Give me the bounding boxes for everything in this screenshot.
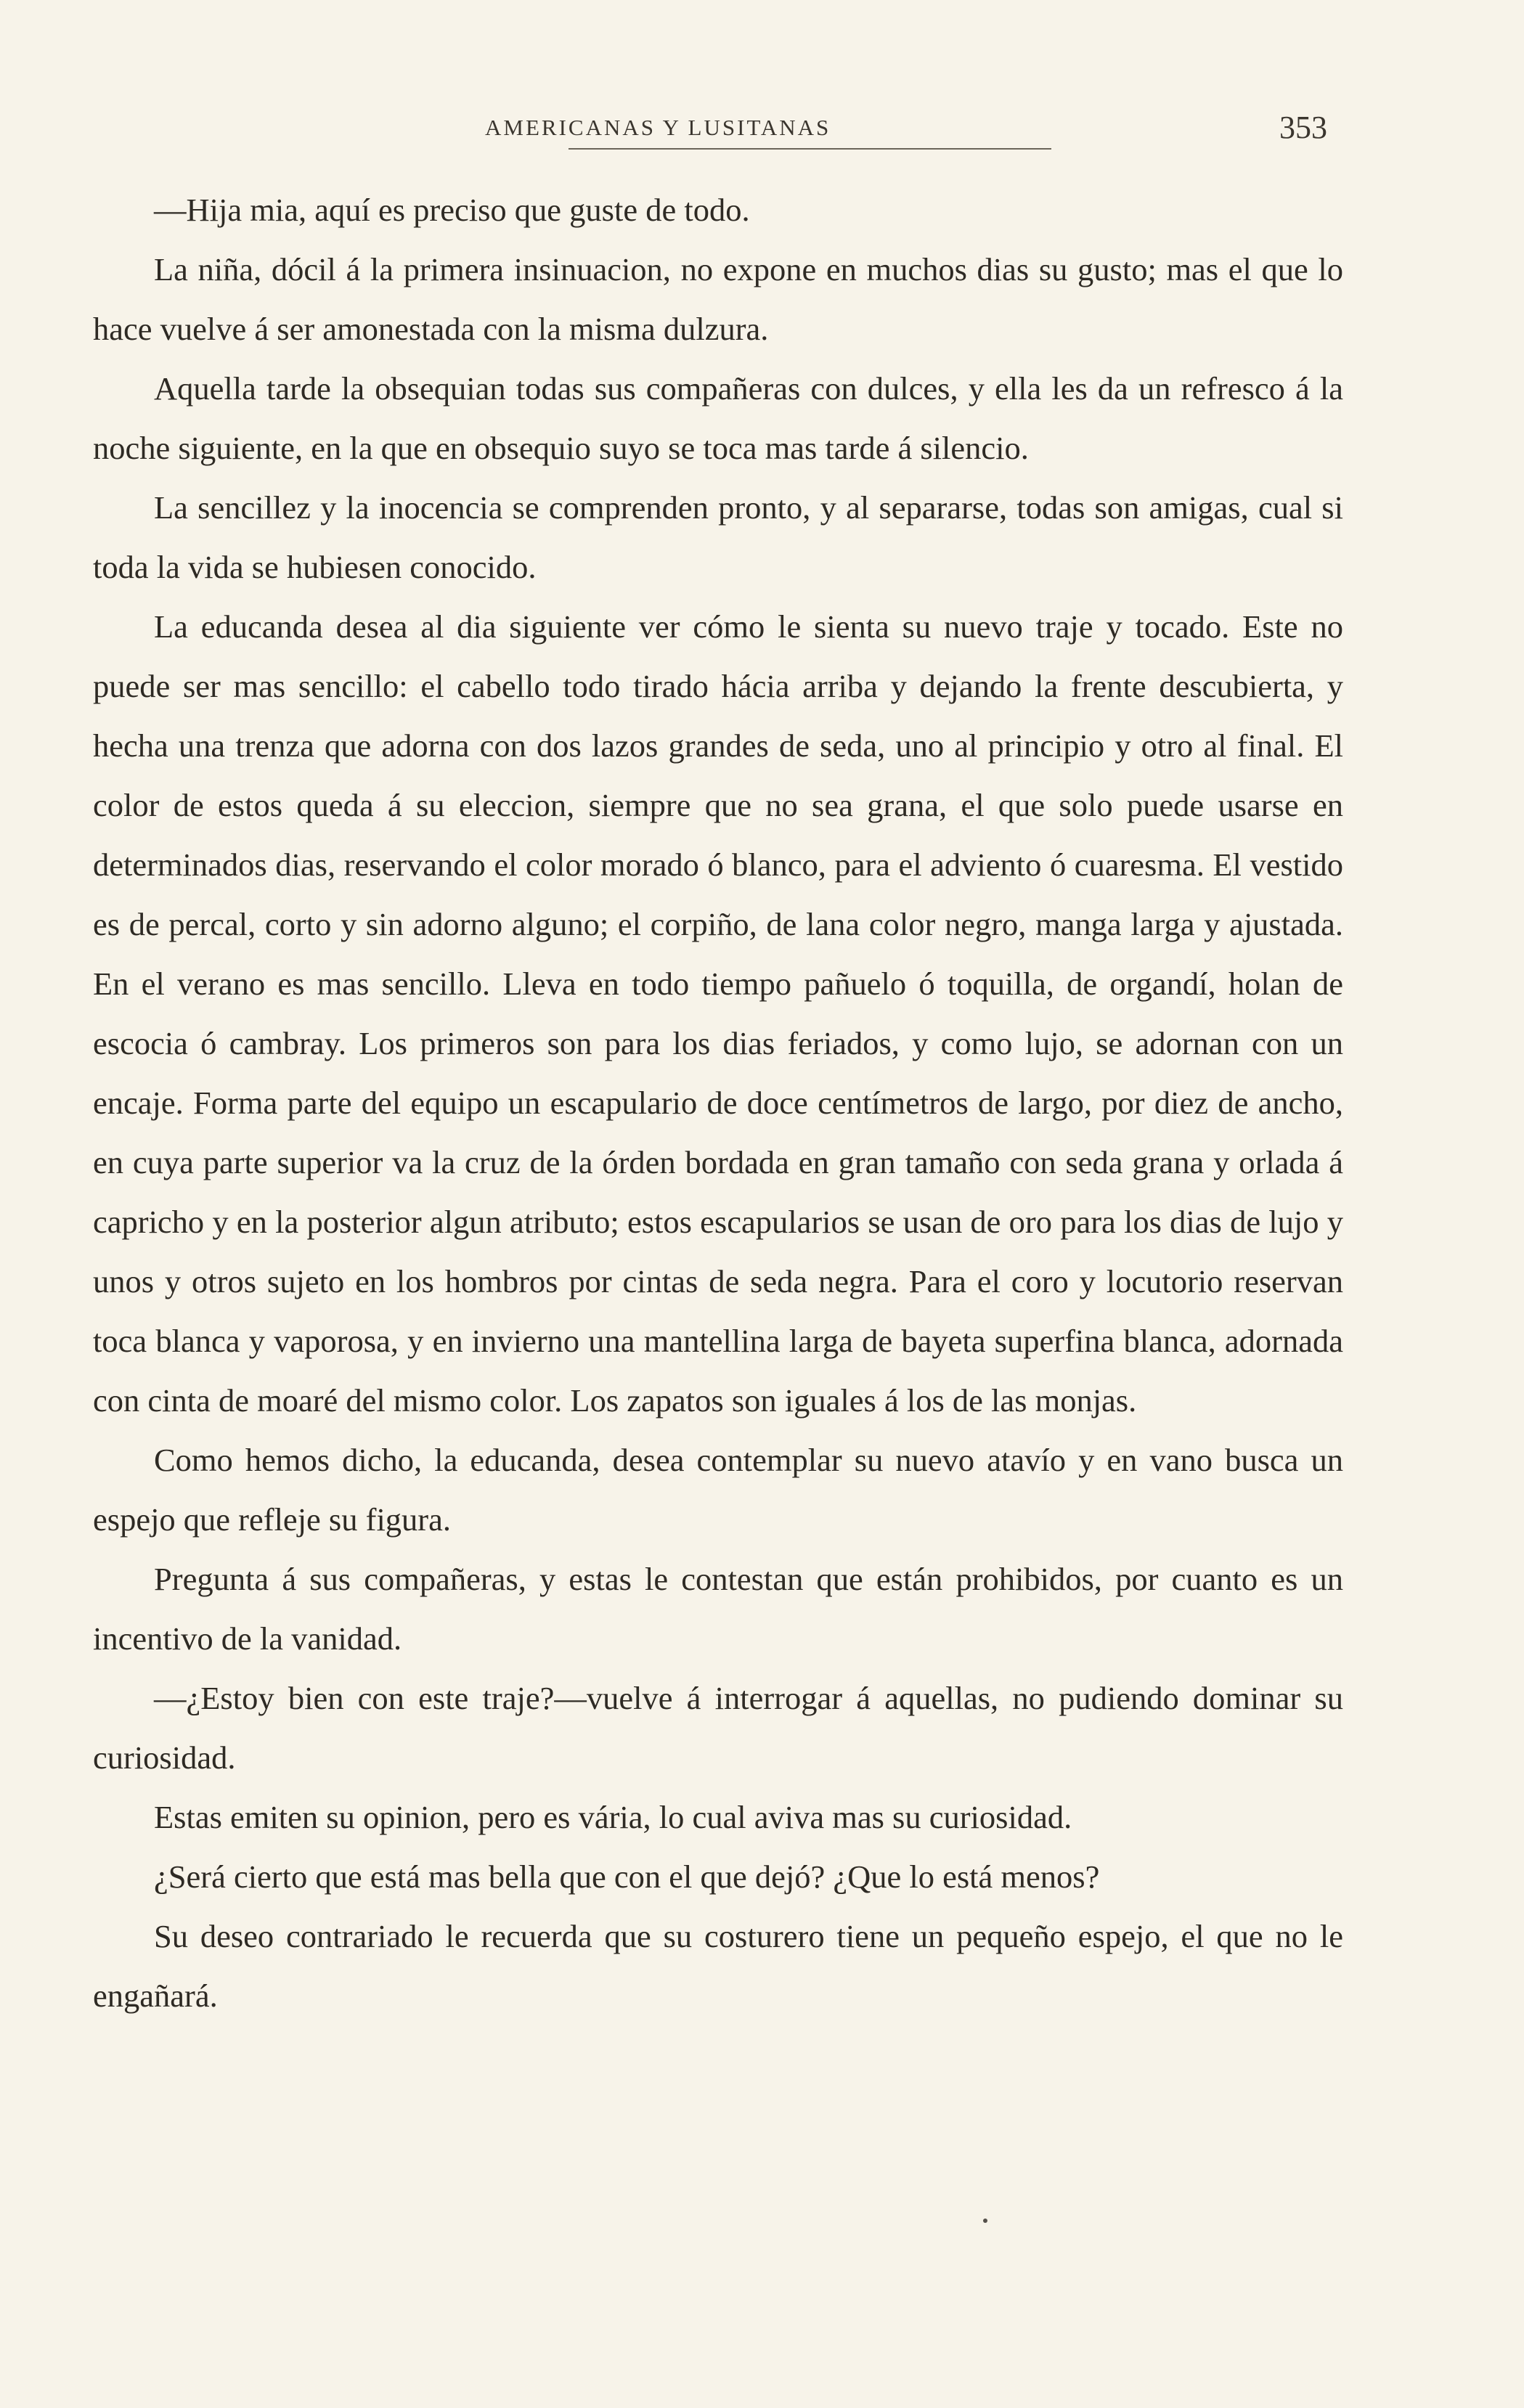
paragraph: —¿Estoy bien con este traje?—vuelve á interrogar á aquellas, no pudiendo dominar su curiosidad. [93, 1680, 1343, 1776]
paragraph: La sencillez y la inocencia se comprenden pronto, y al separarse, todas son amigas, cual si toda la vida se hubiesen conocido. [93, 489, 1343, 585]
header-rule [569, 148, 1051, 150]
paragraph: Estas emiten su opinion, pero es vária, lo cual aviva mas su curiosidad. [154, 1799, 1072, 1835]
body-text [93, 180, 1343, 2025]
paragraph: —Hija mia, aquí es preciso que guste de todo. [154, 192, 750, 228]
paragraph: Aquella tarde la obsequian todas sus compañeras con dulces, y ella les da un refresco á la noche siguiente, en la que en obsequio suyo se toca mas tarde á silencio. [93, 370, 1343, 466]
paragraph: Pregunta á sus compañeras, y estas le contestan que están prohibidos, por cuanto es un incentivo de la vanidad. [93, 1561, 1343, 1657]
ink-speck [983, 2219, 987, 2223]
paragraph: La niña, dócil á la primera insinuacion, no expone en muchos dias su gusto; mas el que lo hace vuelve á ser amonestada con la misma dulzura. [93, 251, 1343, 347]
page-header [93, 109, 1327, 152]
page-number: 353 [1279, 110, 1327, 145]
running-title: AMERICANAS Y LUSITANAS [485, 115, 831, 140]
paragraph: La educanda desea al dia siguiente ver cómo le sienta su nuevo traje y tocado. Este no puede ser mas sencillo: el cabello todo tirado hácia arriba y dejando la frente descubierta, y hecha una trenza que adorna con dos lazos grandes de seda, uno al principio y otro al final. El color de estos queda á su eleccion, siempre que no sea grana, el que solo puede usarse en determinados dias, reservando el color morado ó blanco, para el adviento ó cuaresma. El vestido es de percal, corto y sin adorno alguno; el corpiño, de lana color negro, manga larga y ajustada. En el verano es mas sencillo. Lleva en todo tiempo pañuelo ó toquilla, de organdí, holan de escocia ó cambray. Los primeros son para los dias feriados, y como lujo, se adornan con un encaje. Forma parte del equipo un escapulario de doce centímetros de largo, por diez de ancho, en cuya parte superior va la cruz de la órden bordada en gran tamaño con seda grana y orlada á capricho y en la posterior algun atributo; estos escapularios se usan de oro para los dias de lujo y unos y otros sujeto en los hombros por cintas de seda negra. Para el coro y locutorio reservan toca blanca y vaporosa, y en invierno una mantellina larga de bayeta superfina blanca, adornada con cinta de moaré del mismo color. Los zapatos son iguales á los de las monjas. [93, 608, 1343, 1419]
paragraph: Su deseo contrariado le recuerda que su costurero tiene un pequeño espejo, el que no le engañará. [93, 1918, 1343, 2014]
paragraph: ¿Será cierto que está mas bella que con el que dejó? ¿Que lo está menos? [154, 1858, 1100, 1895]
paragraph: Como hemos dicho, la educanda, desea contemplar su nuevo atavío y en vano busca un espejo que refleje su figura. [93, 1442, 1343, 1538]
